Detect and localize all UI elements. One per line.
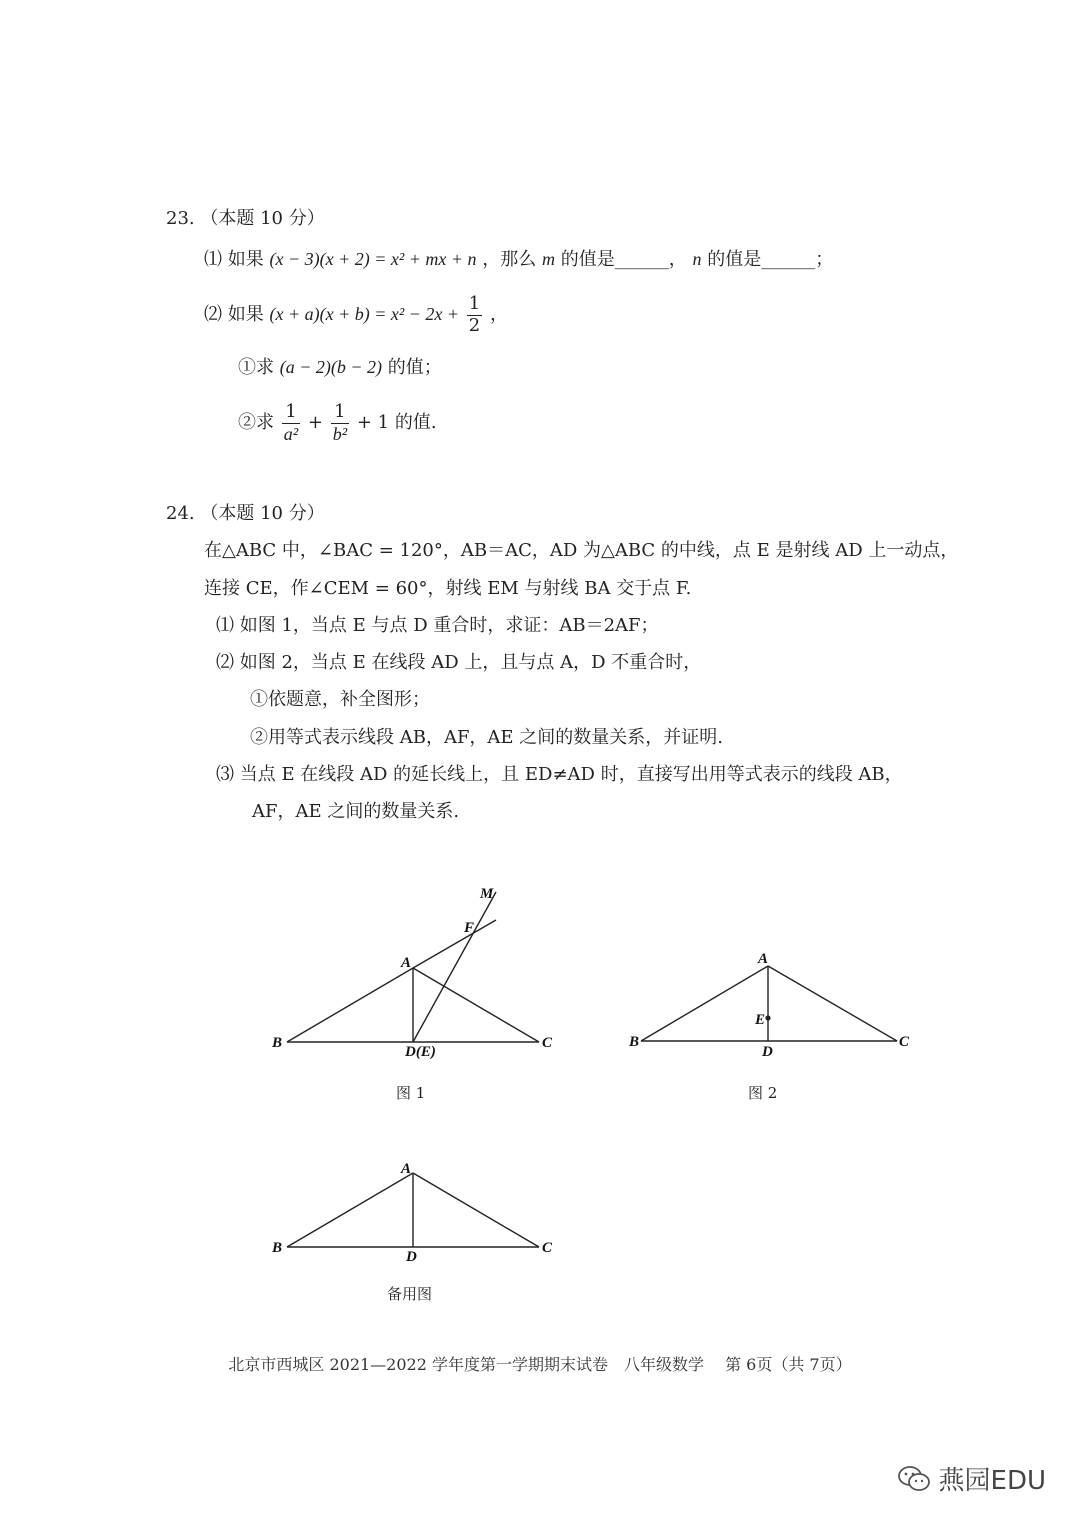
- backup-figure-caption: 备用图: [387, 1285, 433, 1303]
- math-expression: + 1: [356, 412, 390, 434]
- text: ，: [489, 304, 508, 326]
- page-footer: 北京市西城区 2021—2022 学年度第一学期期末试卷 八年级数学 第 6页（共 7页）: [228, 1355, 852, 1374]
- q24-part2: ⑵ 如图 2，当点 E 在线段 AD 上，且与点 A，D 不重合时，: [216, 652, 702, 673]
- fraction-one-half: [467, 294, 482, 336]
- segment-ac: [413, 1173, 539, 1247]
- q24-statement-line2: 连接 CE，作∠CEM = 60°，射线 EM 与射线 BA 交于点 F.: [204, 578, 692, 599]
- label-b: B: [629, 1034, 640, 1050]
- ray-em: [413, 892, 496, 1042]
- wechat-icon: [897, 1465, 931, 1493]
- q24-header: [166, 505, 325, 523]
- text: ②求: [238, 412, 274, 434]
- point-e: [765, 1015, 770, 1020]
- watermark-text: 燕园EDU: [938, 1466, 1046, 1496]
- backup-figure-diagram: [260, 1155, 570, 1270]
- text: 的值是______，: [560, 249, 687, 270]
- text: ①求: [238, 357, 274, 378]
- q23-header: [166, 210, 325, 228]
- text: 的值是______；: [707, 249, 834, 270]
- segment-ab: [287, 1173, 413, 1247]
- q23-number: 23.: [166, 208, 195, 229]
- q23-subpart1: [238, 358, 442, 377]
- figure-2-caption: 图 2: [748, 1084, 778, 1102]
- fraction-numerator: 1: [468, 293, 481, 314]
- figure-1-diagram: [260, 875, 570, 1065]
- watermark: [897, 1460, 1046, 1497]
- label-c: C: [542, 1035, 553, 1051]
- q24-number: 24.: [166, 503, 195, 524]
- q24-heading: （本题 10 分）: [200, 503, 325, 524]
- q23-heading: （本题 10 分）: [200, 208, 325, 229]
- label-e: E: [755, 1012, 766, 1028]
- text: 如果: [227, 249, 264, 270]
- label-a: A: [401, 1161, 412, 1177]
- text: 如果: [227, 304, 264, 326]
- figure-2-diagram: [622, 945, 922, 1065]
- q23-part1: [204, 250, 833, 269]
- segment-ac: [413, 968, 539, 1042]
- text: ，那么: [482, 249, 537, 270]
- math-variable: n: [692, 249, 702, 269]
- q24-part2-sub2: ②用等式表示线段 AB，AF，AE 之间的数量关系，并证明.: [250, 727, 724, 748]
- label-c: C: [542, 1240, 553, 1256]
- text: 的值；: [387, 357, 442, 378]
- part-label: ⑴: [204, 249, 222, 270]
- segment-ab: [287, 968, 413, 1042]
- q23-part2: [204, 294, 508, 336]
- label-d-e: D(E): [405, 1044, 436, 1060]
- math-expression: (x − 3)(x + 2) = x² + mx + n: [269, 249, 477, 269]
- label-b: B: [272, 1240, 283, 1256]
- q24-part3-line2: AF，AE 之间的数量关系.: [252, 801, 460, 822]
- fraction-one-over-a-squared: [282, 402, 300, 444]
- math-variable: m: [542, 249, 555, 269]
- q24-part2-sub1: ①依题意，补全图形；: [250, 689, 430, 710]
- part-label: ⑵: [204, 304, 222, 326]
- math-expression: (x + a)(x + b) = x² − 2x +: [269, 304, 460, 325]
- fraction-denominator: b²: [332, 423, 348, 444]
- label-a: A: [758, 951, 769, 967]
- q24-part3-line1: ⑶ 当点 E 在线段 AD 的延长线上，且 ED≠AD 时，直接写出用等式表示的线段 AB，: [216, 764, 903, 785]
- label-f: F: [464, 920, 475, 936]
- label-b: B: [272, 1035, 283, 1051]
- math-operator: +: [307, 412, 323, 434]
- fraction-denominator: 2: [468, 314, 481, 336]
- fraction-denominator: a²: [283, 423, 299, 444]
- label-a: A: [401, 955, 412, 971]
- label-d: D: [762, 1044, 773, 1060]
- label-d: D: [406, 1249, 417, 1265]
- q24-part1: ⑴ 如图 1，当点 E 与点 D 重合时，求证：AB＝2AF；: [216, 615, 659, 636]
- math-expression: (a − 2)(b − 2): [279, 357, 383, 377]
- segment-ac: [768, 966, 897, 1041]
- label-m: M: [480, 886, 494, 902]
- ray-ba-extension: [413, 920, 496, 968]
- fraction-one-over-b-squared: [331, 402, 349, 444]
- segment-ab: [641, 966, 768, 1041]
- text: 的值.: [394, 412, 437, 434]
- q23-subpart2: [238, 402, 437, 444]
- fraction-numerator: 1: [282, 402, 300, 424]
- figure-1-caption: 图 1: [396, 1084, 426, 1102]
- q24-statement-line1: 在△ABC 中，∠BAC = 120°，AB＝AC，AD 为△ABC 的中线，点 E 是射线 AD 上一动点，: [204, 540, 959, 561]
- fraction-numerator: 1: [331, 402, 349, 424]
- label-c: C: [899, 1034, 910, 1050]
